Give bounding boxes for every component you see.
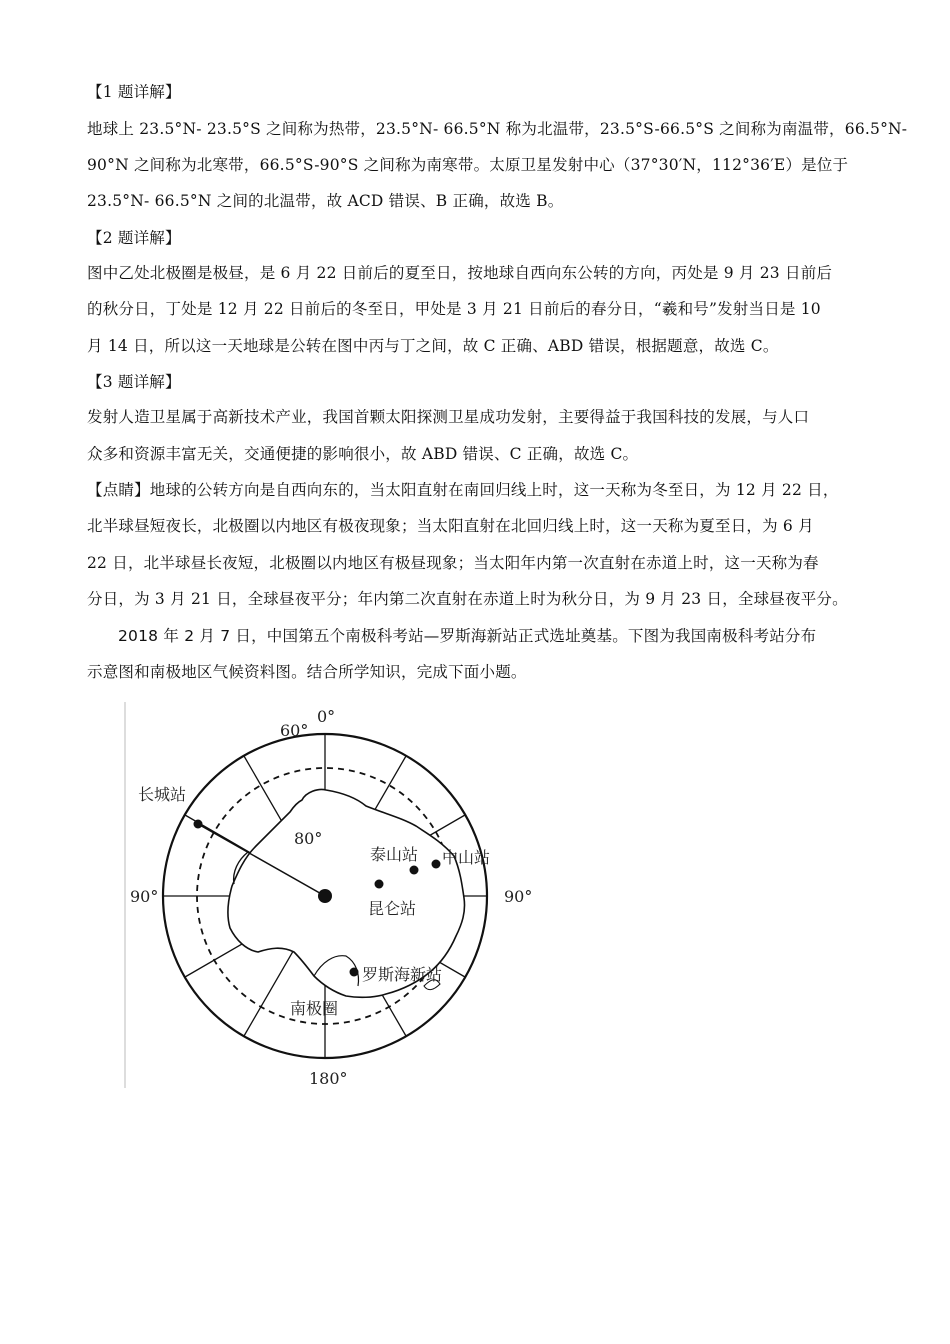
luosihai-station-dot [350, 968, 359, 977]
q3-line-2: 众多和资源丰富无关，交通便捷的影响很小，故 ABD 错误、C 正确，故选 C。 [87, 445, 639, 463]
q3-heading: 【3 题详解】 [87, 373, 181, 391]
kunlun-station-dot [375, 880, 384, 889]
intro-line-1: 2018 年 2 月 7 日，中国第五个南极科考站—罗斯海新站正式选址奠基。下图为我国南极科考站分布 [118, 627, 817, 645]
tip-line-4: 分日，为 3 月 21 日，全球昼夜平分；年内第二次直射在赤道上时为秋分日，为 9 月 23 日，全球昼夜平分。 [87, 590, 848, 608]
label-taishan-station: 泰山站 [370, 845, 419, 864]
label-lon-180: 180° [309, 1069, 348, 1088]
label-zhongshan-station: 中山站 [442, 848, 491, 867]
antarctic-station-map [124, 700, 554, 1090]
q1-line-1: 地球上 23.5°N- 23.5°S 之间称为热带，23.5°N- 66.5°N 称为北温带，23.5°S-66.5°S 之间称为南温带，66.5°N- [87, 120, 908, 138]
intro-line-2: 示意图和南极地区气候资料图。结合所学知识，完成下面小题。 [87, 663, 527, 681]
label-lat-60: 60° [280, 721, 309, 740]
label-changcheng-station: 长城站 [138, 785, 187, 804]
label-lat-80: 80° [294, 829, 323, 848]
tip-line-3: 22 日，北半球昼长夜短，北极圈以内地区有极昼现象；当太阳年内第一次直射在赤道上时，这一天称为春 [87, 554, 819, 572]
label-lon-90-east: 90° [504, 887, 533, 906]
label-antarctic-circle: 南极圈 [290, 999, 339, 1018]
q2-line-1: 图中乙处北极圈是极昼，是 6 月 22 日前后的夏至日，按地球自西向东公转的方向，丙处是 9 月 23 日前后 [87, 264, 833, 282]
changcheng-station-dot [194, 820, 203, 829]
label-lon-90-west: 90° [130, 887, 159, 906]
label-luosihai-station: 罗斯海新站 [362, 965, 443, 984]
q1-line-2: 90°N 之间称为北寒带，66.5°S-90°S 之间称为南寒带。太原卫星发射中心（37°30′N，112°36′E）是位于 [87, 156, 849, 174]
label-kunlun-station: 昆仑站 [368, 899, 417, 918]
label-lon-0: 0° [317, 707, 336, 726]
q2-line-3: 月 14 日，所以这一天地球是公转在图中丙与丁之间，故 C 正确、ABD 错误，根据题意，故选 C。 [87, 337, 779, 355]
tip-line-1: 【点睛】地球的公转方向是自西向东的，当太阳直射在南回归线上时，这一天称为冬至日，为 12 月 22 日， [87, 481, 839, 499]
q2-heading: 【2 题详解】 [87, 229, 181, 247]
q1-line-3: 23.5°N- 66.5°N 之间的北温带，故 ACD 错误、B 正确，故选 B。 [87, 192, 564, 210]
south-pole-dot [318, 889, 332, 903]
q3-line-1: 发射人造卫星属于高新技术产业，我国首颗太阳探测卫星成功发射，主要得益于我国科技的发展，与人口 [87, 408, 810, 426]
zhongshan-station-dot [432, 860, 441, 869]
taishan-station-dot [410, 866, 419, 875]
tip-line-2: 北半球昼短夜长，北极圈以内地区有极夜现象；当太阳直射在北回归线上时，这一天称为夏至日，为 6 月 [87, 517, 814, 535]
q2-line-2: 的秋分日，丁处是 12 月 22 日前后的冬至日，甲处是 3 月 21 日前后的春分日，“羲和号”发射当日是 10 [87, 300, 821, 318]
q1-heading: 【1 题详解】 [87, 83, 181, 101]
